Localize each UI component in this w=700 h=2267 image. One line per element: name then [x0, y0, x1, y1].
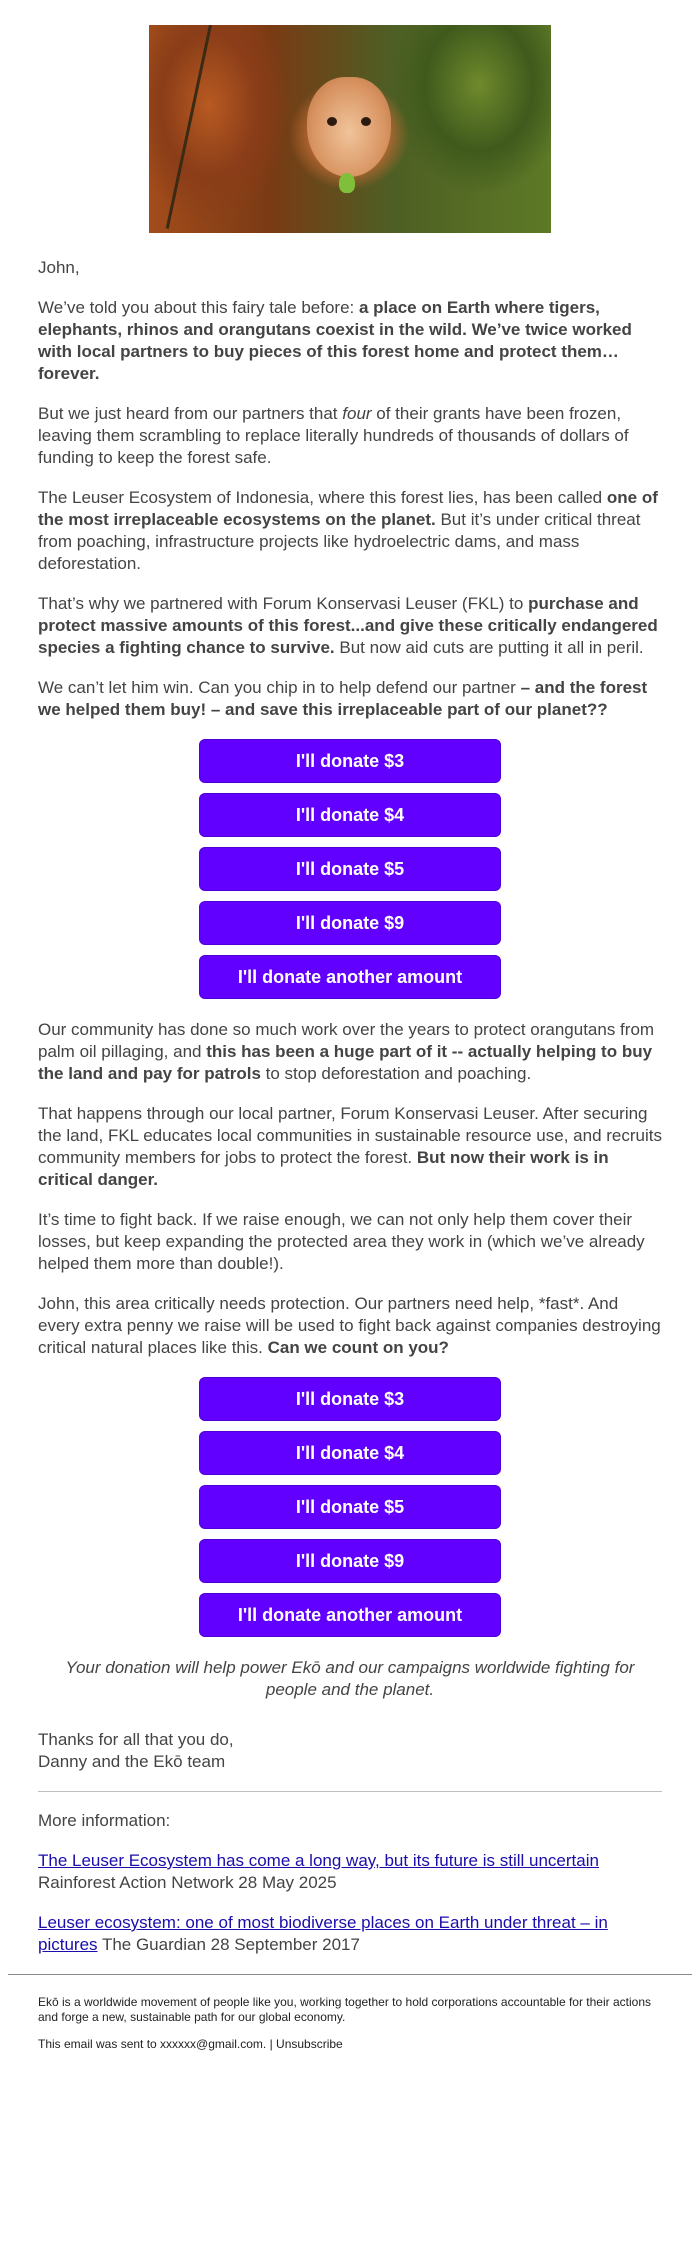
more-info-link-1[interactable]: The Leuser Ecosystem has come a long way, but its future is still uncertain [38, 1851, 599, 1870]
unsubscribe-link[interactable]: Unsubscribe [276, 2037, 343, 2051]
signoff [38, 1729, 662, 1773]
donate-4-button[interactable]: I'll donate $4 [199, 1431, 501, 1475]
greeting: John, [38, 258, 80, 277]
paragraph-4 [38, 593, 662, 659]
paragraph-1 [38, 297, 662, 385]
more-info-link-2[interactable]: Leuser ecosystem: one of most biodiverse places on Earth under threat – in pictures [38, 1913, 608, 1954]
p1-bold: a place on Earth where tigers, elephants, rhinos and orangutans coexist in the wild. We’ve twice worked with local partners to buy pieces of this forest home and protect them…forever. [38, 298, 632, 383]
divider [38, 1791, 662, 1792]
more-info-item [38, 1912, 662, 1956]
p5-bold: – and the forest we helped them buy! – and save this irreplaceable part of our planet?? [38, 678, 648, 719]
donate-other-button[interactable]: I'll donate another amount [199, 1593, 501, 1637]
more-info-source-1: Rainforest Action Network 28 May 2025 [38, 1873, 337, 1892]
p4-text-1: That’s why we partnered with Forum Konservasi Leuser (FKL) to [38, 594, 529, 613]
more-info-heading: More information: [38, 1811, 171, 1830]
orangutan-face-shape [307, 77, 391, 177]
hero-image [149, 25, 551, 233]
vine-shape [166, 25, 212, 229]
p6-text-2: to stop deforestation and poaching. [260, 1064, 532, 1083]
paragraph-5 [38, 677, 662, 721]
p2-text-2: of their grants have been frozen, leaving them scrambling to replace literally hundreds of thousands of dollars of funding to keep the forest safe. [38, 404, 629, 467]
donate-3-button[interactable]: I'll donate $3 [199, 739, 501, 783]
p7-text: That happens through our local partner, Forum Konservasi Leuser. After securing the land, FKL educates local communities in sustainable resource use, and recruits community members for jobs to protect the forest. [38, 1104, 662, 1167]
p6-text-1: Our community has done so much work over the years to protect orangutans from palm oil pillaging, and [38, 1020, 655, 1061]
more-info-item [38, 1850, 662, 1894]
paragraph-3 [38, 487, 662, 575]
p4-text-2: But now aid cuts are putting it all in peril. [334, 638, 644, 657]
email-content [0, 257, 700, 1956]
p9-bold: Can we count on you? [267, 1338, 449, 1357]
signoff-line-2: Danny and the Ekō team [38, 1752, 226, 1771]
donate-other-button[interactable]: I'll donate another amount [199, 955, 501, 999]
donate-5-button[interactable]: I'll donate $5 [199, 1485, 501, 1529]
paragraph-9 [38, 1293, 662, 1359]
p3-text-2: But it’s under critical threat from poaching, infrastructure projects like hydroelectric dams, and mass deforestation. [38, 510, 641, 573]
p1-text: We’ve told you about this fairy tale before: [38, 298, 359, 317]
p3-text-1: The Leuser Ecosystem of Indonesia, where this forest lies, has been called [38, 488, 607, 507]
donate-button-group-2 [38, 1377, 662, 1637]
paragraph-2 [38, 403, 662, 469]
more-info-source-2: The Guardian 28 September 2017 [97, 1935, 360, 1954]
p2-italic: four [342, 404, 372, 423]
paragraph-7 [38, 1103, 662, 1191]
donate-9-button[interactable]: I'll donate $9 [199, 1539, 501, 1583]
right-eye-shape [361, 117, 371, 126]
p7-bold: But now their work is in critical danger. [38, 1148, 609, 1189]
left-eye-shape [327, 117, 337, 126]
donate-4-button[interactable]: I'll donate $4 [199, 793, 501, 837]
footer-sent-text: This email was sent to xxxxxx@gmail.com. | [38, 2037, 277, 2051]
footer-about: Ekō is a worldwide movement of people like you, working together to hold corporations accountable for their actions and forge a new, sustainable path for our global economy. [38, 1995, 652, 2024]
leaf-shape [339, 173, 355, 193]
p9-text: John, this area critically needs protection. Our partners need help, *fast*. And every extra penny we raise will be used to fight back against companies destroying critical natural places like this. [38, 1294, 661, 1357]
paragraph-6 [38, 1019, 662, 1085]
donate-3-button[interactable]: I'll donate $3 [199, 1377, 501, 1421]
p5-text: We can’t let him win. Can you chip in to help defend our partner [38, 678, 521, 697]
p3-bold: one of the most irreplaceable ecosystems on the planet. [38, 488, 658, 529]
paragraph-8: It’s time to fight back. If we raise enough, we can not only help them cover their losses, but keep expanding the protected area they work in (which we’ve already helped them more than double!). [38, 1210, 645, 1273]
p4-bold: purchase and protect massive amounts of this forest...and give these critically endangered species a fighting chance to survive. [38, 594, 658, 657]
donate-button-group-1 [38, 739, 662, 999]
footer [0, 1975, 700, 2052]
donate-9-button[interactable]: I'll donate $9 [199, 901, 501, 945]
footer-sent [38, 2037, 662, 2052]
donate-5-button[interactable]: I'll donate $5 [199, 847, 501, 891]
p6-bold: this has been a huge part of it -- actually helping to buy the land and pay for patrols [38, 1042, 653, 1083]
donation-note: Your donation will help power Ekō and our campaigns worldwide fighting for people and the planet. [65, 1658, 635, 1699]
p2-text-1: But we just heard from our partners that [38, 404, 343, 423]
signoff-line-1: Thanks for all that you do, [38, 1730, 234, 1749]
email-body [0, 25, 700, 2052]
